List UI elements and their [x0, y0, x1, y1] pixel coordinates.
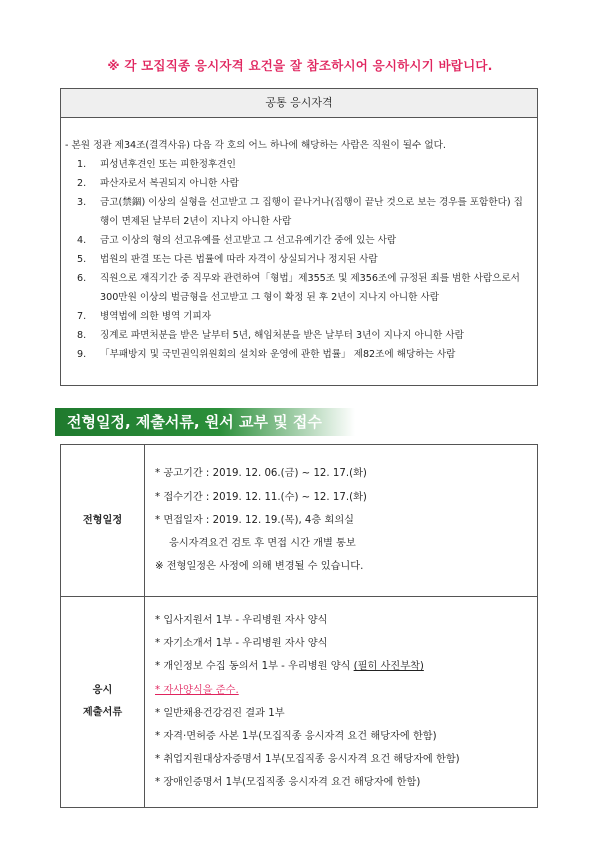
qualifications-intro: - 본원 정관 제34조(결격사유) 다음 각 호의 어느 하나에 해당하는 사람은 직원이 될수 없다. — [65, 140, 446, 151]
qualifications-box — [60, 88, 538, 386]
list-item-number: 8. — [77, 330, 87, 341]
schedule-line: ※ 전형일정은 사정에 의해 변경될 수 있습니다. — [155, 561, 364, 573]
list-item-number: 9. — [77, 349, 87, 360]
schedule-line: * 접수기간 : 2019. 12. 11.(수) ~ 12. 17.(화) — [155, 491, 367, 503]
documents-label-line2: 제출서류 — [82, 706, 123, 718]
documents-line — [155, 655, 531, 678]
list-item — [71, 307, 527, 326]
schedule-line: 응시자격요건 검토 후 면접 시간 개별 통보 — [169, 538, 356, 550]
documents-line-text: * 개인정보 수집 동의서 1부 - 우리병원 양식 — [155, 661, 354, 673]
list-item-text: 파산자로서 복권되지 아니한 사람 — [100, 178, 239, 189]
documents-content — [145, 597, 538, 808]
list-item — [71, 231, 527, 250]
documents-line: * 자격·면허증 사본 1부(모집직종 응시자격 요건 해당자에 한함) — [155, 731, 437, 743]
list-item-text: 법원의 판결 또는 다른 법률에 따라 자격이 상실되거나 정지된 사람 — [100, 254, 378, 265]
list-item-number: 4. — [77, 235, 87, 246]
notice-text: ※ 각 모집직종 응시자격 요건을 잘 참조하시어 응시하시기 바랍니다. — [107, 58, 493, 73]
list-item-text: 직원으로 재직기간 중 직무와 관련하여「형법」제355조 및 제356조에 규정된 죄를 범한 사람으로서 300만원 이상의 벌금형을 선고받고 그 형이 확정 된 후 2년이 지나지 아니한 사람 — [100, 273, 520, 303]
schedule-content — [145, 445, 538, 597]
list-item-text: 병역법에 의한 병역 기피자 — [100, 311, 212, 322]
list-item-number: 3. — [77, 197, 87, 208]
documents-line-highlight: * 자사양식을 준수. — [155, 684, 239, 696]
documents-label-line1: 응시 — [92, 684, 113, 696]
documents-line: * 장애인증명서 1부(모집직종 응시자격 요건 해당자에 한함) — [155, 777, 421, 789]
qualifications-title: 공통 응시자격 — [61, 89, 537, 118]
list-item-number: 6. — [77, 273, 87, 284]
list-item-text: 금고(禁錮) 이상의 실형을 선고받고 그 집행이 끝나거나(집행이 끝난 것으로 보는 경우를 포함한다) 집행이 면제된 날부터 2년이 지나지 아니한 사람 — [100, 197, 523, 227]
documents-line: * 취업지원대상자증명서 1부(모집직종 응시자격 요건 해당자에 한함) — [155, 754, 460, 766]
list-item-text: 「부패방지 및 국민권익위원회의 설치와 운영에 관한 법률」 제82조에 해당하는 사람 — [100, 349, 456, 360]
section-banner — [55, 408, 355, 436]
schedule-line: * 면접일자 : 2019. 12. 19.(목), 4층 회의실 — [155, 514, 355, 526]
list-item-text: 징계로 파면처분을 받은 날부터 5년, 해임처분을 받은 날부터 3년이 지나지 아니한 사람 — [100, 330, 464, 341]
list-item-number: 1. — [77, 159, 87, 170]
list-item-text: 피성년후견인 또는 피한정후견인 — [100, 159, 236, 170]
list-item — [71, 345, 527, 364]
list-item — [71, 155, 527, 174]
list-item — [71, 269, 527, 307]
qualifications-list — [71, 155, 527, 364]
documents-line: * 입사지원서 1부 - 우리병원 자사 양식 — [155, 615, 328, 626]
list-item-number: 5. — [77, 254, 87, 265]
section-banner-title: 전형일정, 제출서류, 원서 교부 및 접수 — [67, 413, 322, 431]
list-item-number: 7. — [77, 311, 87, 322]
documents-line: * 일반채용건강검진 결과 1부 — [155, 707, 285, 719]
list-item-number: 2. — [77, 178, 87, 189]
list-item — [71, 326, 527, 345]
schedule-table — [60, 444, 538, 808]
table-row — [61, 445, 538, 597]
table-row — [61, 597, 538, 808]
list-item — [71, 193, 527, 231]
list-item-text: 금고 이상의 형의 선고유예를 선고받고 그 선고유예기간 중에 있는 사람 — [100, 235, 397, 246]
documents-line: * 자기소개서 1부 - 우리병원 자사 양식 — [155, 638, 328, 650]
qualifications-body — [61, 118, 537, 364]
photo-required-note: (필히 사진부착) — [353, 661, 424, 673]
list-item — [71, 174, 527, 193]
list-item — [71, 250, 527, 269]
schedule-label: 전형일정 — [61, 445, 145, 597]
documents-label — [61, 597, 145, 808]
schedule-line: * 공고기간 : 2019. 12. 06.(금) ~ 12. 17.(화) — [155, 468, 367, 480]
